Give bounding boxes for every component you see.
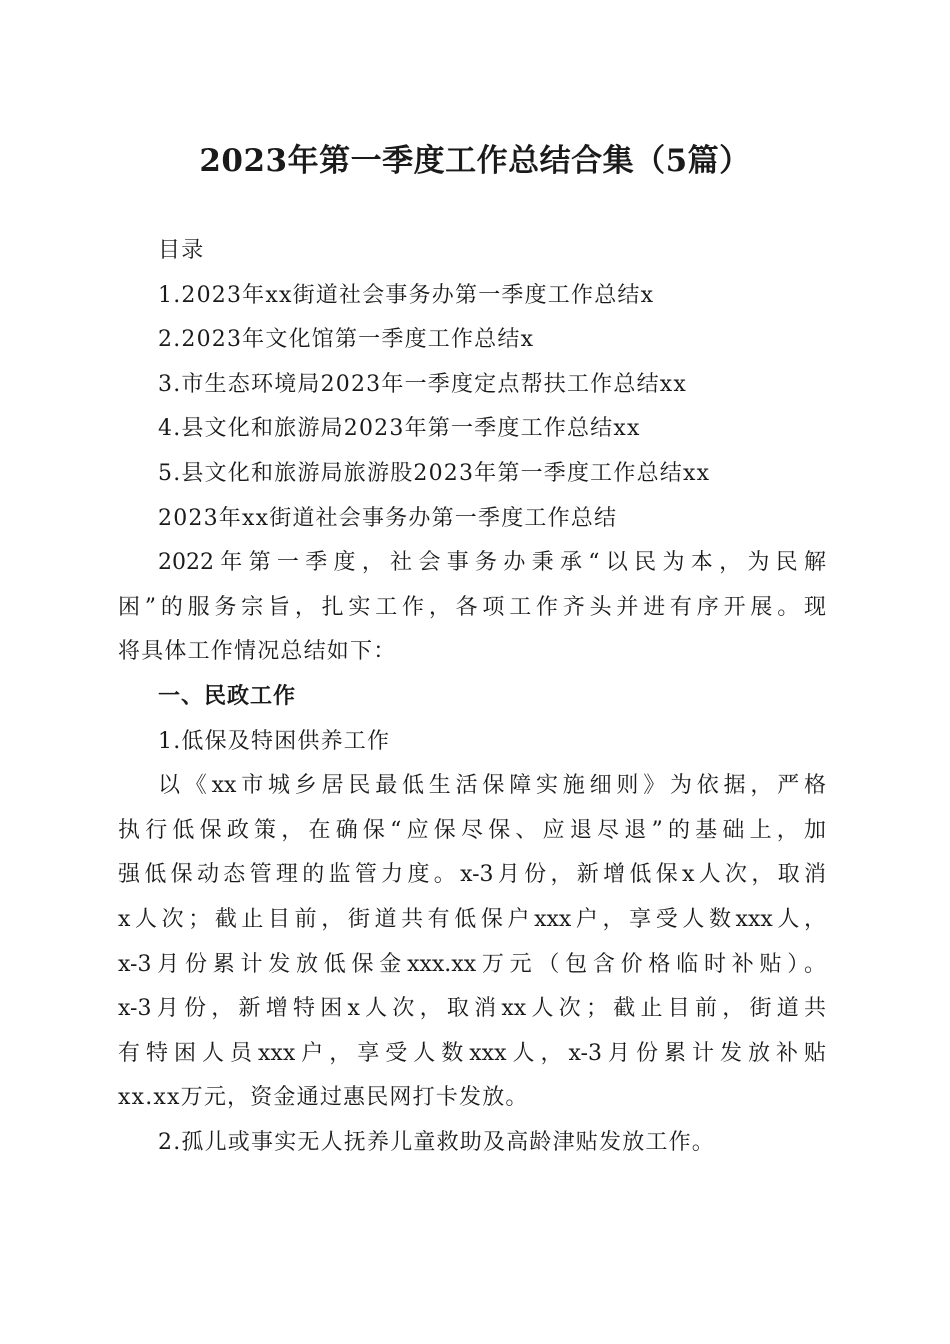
toc-item: 3.市生态环境局2023年一季度定点帮扶工作总结xx	[158, 371, 687, 397]
paragraph-line: x-3月份累计发放低保金xxx.xx万元（包含价格临时补贴）。	[118, 951, 826, 977]
table-of-contents	[118, 274, 826, 497]
paragraph-line: 将具体工作情况总结如下：	[118, 639, 397, 665]
document-body	[118, 229, 826, 1165]
toc-item: 4.县文化和旅游局2023年第一季度工作总结xx	[158, 416, 641, 442]
subsection-title: 2.孤儿或事实无人抚养儿童救助及高龄津贴发放工作。	[158, 1129, 715, 1155]
paragraph-line: xx.xx万元，资金通过惠民网打卡发放。	[118, 1085, 529, 1111]
toc-item: 1.2023年xx街道社会事务办第一季度工作总结x	[158, 282, 655, 308]
subsection-title: 1.低保及特困供养工作	[158, 728, 391, 754]
paragraph-line: x人次；截止目前，街道共有低保户xxx户，享受人数xxx人，	[118, 906, 826, 932]
paragraph-line: x-3月份，新增特困x人次，取消xx人次；截止目前，街道共	[118, 996, 826, 1022]
paragraph-line: 执行低保政策，在确保“应保尽保、应退尽退”的基础上，加	[118, 817, 826, 843]
subsection-paragraph	[118, 764, 826, 1121]
document-title: 2023年第一季度工作总结合集（5篇）	[199, 143, 751, 179]
toc-item: 5.县文化和旅游局旅游股2023年第一季度工作总结xx	[158, 460, 711, 486]
toc-label: 目录	[158, 238, 205, 263]
paragraph-line: 有特困人员xxx户，享受人数xxx人，x-3月份累计发放补贴	[118, 1040, 826, 1066]
toc-item: 2.2023年文化馆第一季度工作总结x	[158, 327, 535, 353]
paragraph-line: 2022年第一季度，社会事务办秉承“以民为本，为民解	[158, 550, 826, 576]
paragraph-line: 强低保动态管理的监管力度。x-3月份，新增低保x人次，取消	[118, 862, 826, 888]
paragraph-line: 困”的服务宗旨，扎实工作，各项工作齐头并进有序开展。现	[118, 594, 826, 620]
article-title: 2023年xx街道社会事务办第一季度工作总结	[158, 505, 618, 531]
intro-paragraph	[118, 541, 826, 675]
paragraph-line: 以《xx市城乡居民最低生活保障实施细则》为依据，严格	[158, 773, 826, 799]
section-heading: 一、民政工作	[158, 683, 297, 709]
